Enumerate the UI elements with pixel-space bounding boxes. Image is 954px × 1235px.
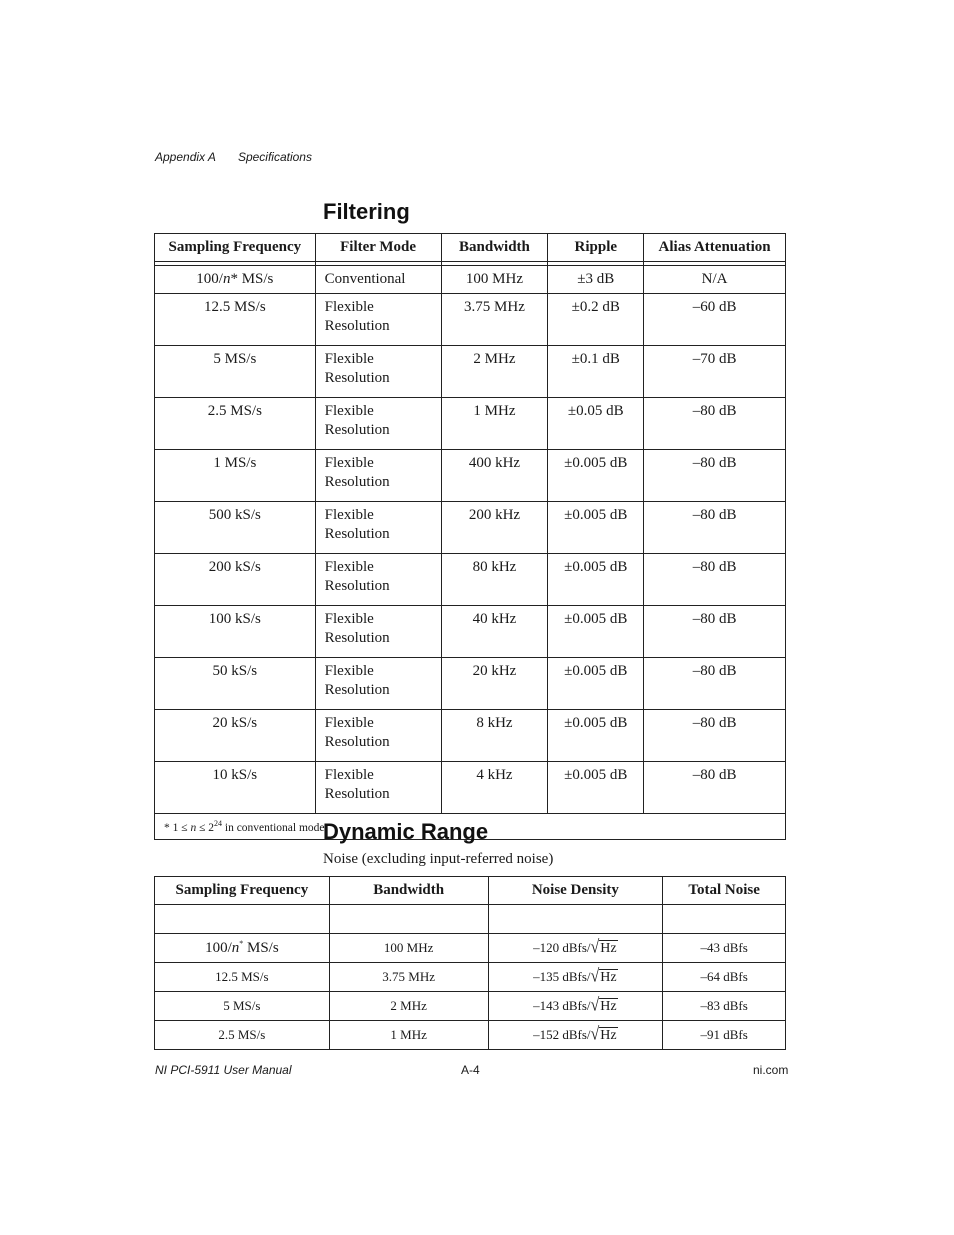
- table-row: [155, 450, 786, 502]
- filter-mode-cell: Flexible Resolution: [315, 294, 441, 346]
- header-spacer: [155, 905, 786, 934]
- sampling-frequency-cell: 100/n* MS/s: [155, 934, 330, 963]
- attenuation-cell: –60 dB: [644, 294, 786, 346]
- square-root-icon: √Hz: [590, 937, 617, 958]
- col-header-noise-density: Noise Density: [488, 877, 663, 905]
- attenuation-cell: –80 dB: [644, 398, 786, 450]
- footer-website: ni.com: [753, 1063, 789, 1077]
- sampling-frequency-cell: 100/n* MS/s: [155, 266, 316, 294]
- square-root-icon: √Hz: [590, 966, 617, 987]
- table-row: [155, 934, 786, 963]
- filter-mode-cell: Flexible Resolution: [315, 606, 441, 658]
- bandwidth-cell: 2 MHz: [441, 346, 548, 398]
- bandwidth-cell: 1 MHz: [329, 1021, 488, 1050]
- footnote: * $1 \le n \le 2^{24}$ in conventional mode: [155, 814, 786, 840]
- table-row: [155, 710, 786, 762]
- table-row: [155, 346, 786, 398]
- filter-mode-cell: Flexible Resolution: [315, 502, 441, 554]
- bandwidth-cell: 3.75 MHz: [441, 294, 548, 346]
- noise-density-cell: –143 dBfs/√Hz: [488, 992, 663, 1021]
- table-row: [155, 294, 786, 346]
- attenuation-cell: –80 dB: [644, 658, 786, 710]
- square-root-icon: √Hz: [590, 995, 617, 1016]
- filtering-table: [154, 233, 786, 840]
- table-row: [155, 963, 786, 992]
- dynamic-range-heading: Dynamic Range: [323, 819, 489, 844]
- attenuation-cell: –80 dB: [644, 606, 786, 658]
- bandwidth-cell: 200 kHz: [441, 502, 548, 554]
- bandwidth-cell: 20 kHz: [441, 658, 548, 710]
- ripple-cell: ±0.1 dB: [548, 346, 644, 398]
- table-row: [155, 992, 786, 1021]
- ripple-cell: ±0.005 dB: [548, 658, 644, 710]
- filter-mode-cell: Flexible Resolution: [315, 762, 441, 814]
- bandwidth-cell: 40 kHz: [441, 606, 548, 658]
- col-header-bandwidth: Bandwidth: [441, 234, 548, 262]
- footer-page-number: A-4: [461, 1063, 480, 1077]
- table-row: [155, 502, 786, 554]
- total-noise-cell: –64 dBfs: [663, 963, 786, 992]
- total-noise-cell: –83 dBfs: [663, 992, 786, 1021]
- sampling-frequency-cell: 200 kS/s: [155, 554, 316, 606]
- table-row: [155, 554, 786, 606]
- table-row: [155, 1021, 786, 1050]
- ripple-cell: ±3 dB: [548, 266, 644, 294]
- attenuation-cell: N/A: [644, 266, 786, 294]
- attenuation-cell: –80 dB: [644, 762, 786, 814]
- square-root-icon: √Hz: [590, 1024, 617, 1045]
- bandwidth-cell: 4 kHz: [441, 762, 548, 814]
- sampling-frequency-cell: 500 kS/s: [155, 502, 316, 554]
- sampling-frequency-cell: 50 kS/s: [155, 658, 316, 710]
- appendix-label: Appendix A: [155, 150, 216, 164]
- sampling-frequency-cell: 20 kS/s: [155, 710, 316, 762]
- section-label: Specifications: [237, 150, 312, 164]
- table-row: [155, 606, 786, 658]
- running-header: [155, 150, 312, 164]
- footer-manual-title: NI PCI-5911 User Manual: [155, 1063, 292, 1077]
- filter-mode-cell: Flexible Resolution: [315, 658, 441, 710]
- col-header-sampling-frequency: Sampling Frequency: [155, 234, 316, 262]
- bandwidth-cell: 3.75 MHz: [329, 963, 488, 992]
- ripple-cell: ±0.005 dB: [548, 554, 644, 606]
- noise-density-cell: –152 dBfs/√Hz: [488, 1021, 663, 1050]
- bandwidth-cell: 1 MHz: [441, 398, 548, 450]
- bandwidth-cell: 100 MHz: [441, 266, 548, 294]
- col-header-total-noise: Total Noise: [663, 877, 786, 905]
- attenuation-cell: –80 dB: [644, 554, 786, 606]
- dynamic-range-table: [154, 876, 786, 1050]
- ripple-cell: ±0.005 dB: [548, 710, 644, 762]
- table-row: [155, 266, 786, 294]
- filter-mode-cell: Conventional: [315, 266, 441, 294]
- sampling-frequency-cell: 10 kS/s: [155, 762, 316, 814]
- ripple-cell: ±0.005 dB: [548, 606, 644, 658]
- bandwidth-cell: 80 kHz: [441, 554, 548, 606]
- noise-caption: Noise (excluding input-referred noise): [323, 851, 554, 867]
- attenuation-cell: –80 dB: [644, 710, 786, 762]
- table-row: [155, 762, 786, 814]
- filtering-heading: Filtering: [323, 199, 410, 224]
- filter-mode-cell: Flexible Resolution: [315, 398, 441, 450]
- bandwidth-cell: 2 MHz: [329, 992, 488, 1021]
- bandwidth-cell: 400 kHz: [441, 450, 548, 502]
- filter-mode-cell: Flexible Resolution: [315, 346, 441, 398]
- sampling-frequency-cell: 12.5 MS/s: [155, 963, 330, 992]
- filter-mode-cell: Flexible Resolution: [315, 450, 441, 502]
- sampling-frequency-cell: 2.5 MS/s: [155, 398, 316, 450]
- filter-mode-cell: Flexible Resolution: [315, 710, 441, 762]
- table-row: [155, 398, 786, 450]
- noise-density-cell: –135 dBfs/√Hz: [488, 963, 663, 992]
- attenuation-cell: –70 dB: [644, 346, 786, 398]
- col-header-ripple: Ripple: [548, 234, 644, 262]
- ripple-cell: ±0.05 dB: [548, 398, 644, 450]
- noise-density-cell: –120 dBfs/√Hz: [488, 934, 663, 963]
- filtering-header-row: [155, 234, 786, 262]
- attenuation-cell: –80 dB: [644, 450, 786, 502]
- sampling-frequency-cell: 100 kS/s: [155, 606, 316, 658]
- bandwidth-cell: 8 kHz: [441, 710, 548, 762]
- col-header-filter-mode: Filter Mode: [315, 234, 441, 262]
- ripple-cell: ±0.005 dB: [548, 450, 644, 502]
- sampling-frequency-cell: 5 MS/s: [155, 992, 330, 1021]
- bandwidth-cell: 100 MHz: [329, 934, 488, 963]
- ripple-cell: ±0.005 dB: [548, 502, 644, 554]
- attenuation-cell: –80 dB: [644, 502, 786, 554]
- ripple-cell: ±0.2 dB: [548, 294, 644, 346]
- ripple-cell: ±0.005 dB: [548, 762, 644, 814]
- total-noise-cell: –91 dBfs: [663, 1021, 786, 1050]
- table-row: [155, 658, 786, 710]
- col-header-alias-attenuation: Alias Attenuation: [644, 234, 786, 262]
- sampling-frequency-cell: 2.5 MS/s: [155, 1021, 330, 1050]
- sampling-frequency-cell: 1 MS/s: [155, 450, 316, 502]
- sampling-frequency-cell: 5 MS/s: [155, 346, 316, 398]
- total-noise-cell: –43 dBfs: [663, 934, 786, 963]
- col-header-sampling-frequency: Sampling Frequency: [155, 877, 330, 905]
- sampling-frequency-cell: 12.5 MS/s: [155, 294, 316, 346]
- col-header-bandwidth: Bandwidth: [329, 877, 488, 905]
- filter-mode-cell: Flexible Resolution: [315, 554, 441, 606]
- dynamic-range-header-row: [155, 877, 786, 905]
